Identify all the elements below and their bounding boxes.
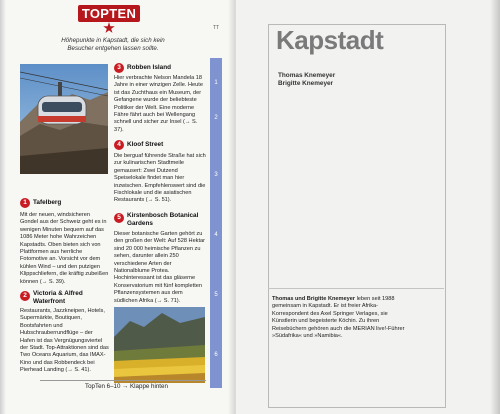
garden-illustration (114, 307, 205, 383)
heading-robben-island: Robben Island (127, 64, 172, 71)
page-tab-strip (210, 58, 222, 388)
badge-4: 4 (114, 140, 124, 150)
strip-number-3: 3 (214, 172, 218, 178)
heading-kloof-street: Kloof Street (127, 141, 164, 148)
author-1: Thomas Knemeyer (278, 72, 336, 79)
strip-number-1: 1 (214, 80, 218, 86)
cable-car-illustration (20, 64, 108, 174)
strip-number-6: 6 (214, 352, 218, 358)
cable-car-photo (20, 64, 108, 174)
strip-number-2: 2 (214, 115, 218, 121)
heading-kirstenbosch: Kirstenbosch Botanical Gardens (127, 212, 199, 227)
title-divider (268, 288, 444, 289)
intro-text: Höhepunkte in Kapstadt, die sich kein Besucher entgehen lassen sollte. (61, 37, 165, 52)
author-list (278, 72, 335, 88)
text-robben-island: Hier verbrachte Nelson Mandela 18 Jahre in einer winzigen Zelle. Heute ist das Zuchthaus ein Museum, der Gefangene wurde der beliebteste Politiker der Welt. Eine moderne Fähre fährt auch bei Wellengang schnell und sicher zur Insel (→ S. 37). (114, 75, 203, 133)
text-kloof-street: Die berguaf führende Straße hat sich zur kulinarischen Stadtmeile gemausert: Zwei Dutzend Speiselokale findet man hier inzwischen. Empfehlenswert sind die Fischlokale und die asiatischen Restaurants (→ S. 51). (114, 153, 206, 204)
strip-top-label: TT (212, 25, 220, 31)
author-2: Brigitte Knemeyer (278, 80, 334, 87)
badge-5: 5 (114, 213, 124, 223)
strip-number-5: 5 (214, 292, 218, 298)
garden-photo (114, 307, 205, 383)
footer-text: TopTen 6–10 → Klappe hinten (85, 383, 168, 390)
heading-tafelberg: Tafelberg (33, 199, 62, 206)
strip-number-4: 4 (214, 232, 218, 238)
text-tafelberg: Mit der neuen, windsicheren Gondel aus der Schweiz geht es in wenigen Minuten bequem auf das 1086 Meter hohe Wahrzeichen Kapstadts. Oben bieten sich von Plattformen aus herrliche Fotomotive an. Vorsicht vor dem kühlen Wind – und den putzigen Klippschliefern, die kräftig zubeißen können (→ S. 39). (20, 212, 109, 285)
topten-logo: TOPTEN (78, 5, 140, 22)
right-edge-shadow (490, 0, 500, 414)
heading-waterfront: Victoria & Alfred Waterfront (33, 290, 83, 305)
about-authors (272, 296, 406, 340)
page-edge-shadow (0, 0, 6, 414)
text-waterfront: Restaurants, Jazzkneipen, Hotels, Supermärkte, Boutiquen, Bootsfahrten und Hubschrauberrundflüge – der Hafen ist das Vergnügungsviertel der Stadt. Top-Attraktionen sind das Two Oceans Aquarium, das IMAX-Kino und das Robbendeck bei Pierhead Landing (→ S. 41). (20, 308, 109, 374)
badge-1: 1 (20, 198, 30, 208)
about-text: leben seit 1988 gemeinsam in Kapstadt. Er ist freier Afrika-Korrespondent des Axel Springer Verlages, sie Künstlerin und begeisterte Köchin. Zu ihren Reisebüchern gehören auch die MERIAN live!-Führer »Südafrika« und »Namibia«. (272, 296, 405, 340)
about-names: Thomas und Brigitte Knemeyer (272, 296, 355, 302)
book-title: Kapstadt (276, 25, 384, 55)
badge-2: 2 (20, 291, 30, 301)
badge-3: 3 (114, 63, 124, 73)
footer-rule (40, 380, 206, 381)
text-kirstenbosch: Dieser botanische Garten gehört zu den großen der Welt: Auf 528 Hektar sind 20 000 heimische Pflanzen zu sehen, darunter allein 250 verschiedene Arten der Nationalblume Protea. Hochinteressant ist das gläserne Konservatorium mit fünf kompletten Pflanzensystemen aus dem südlichen Afrika (→ S. 71). (114, 231, 206, 304)
